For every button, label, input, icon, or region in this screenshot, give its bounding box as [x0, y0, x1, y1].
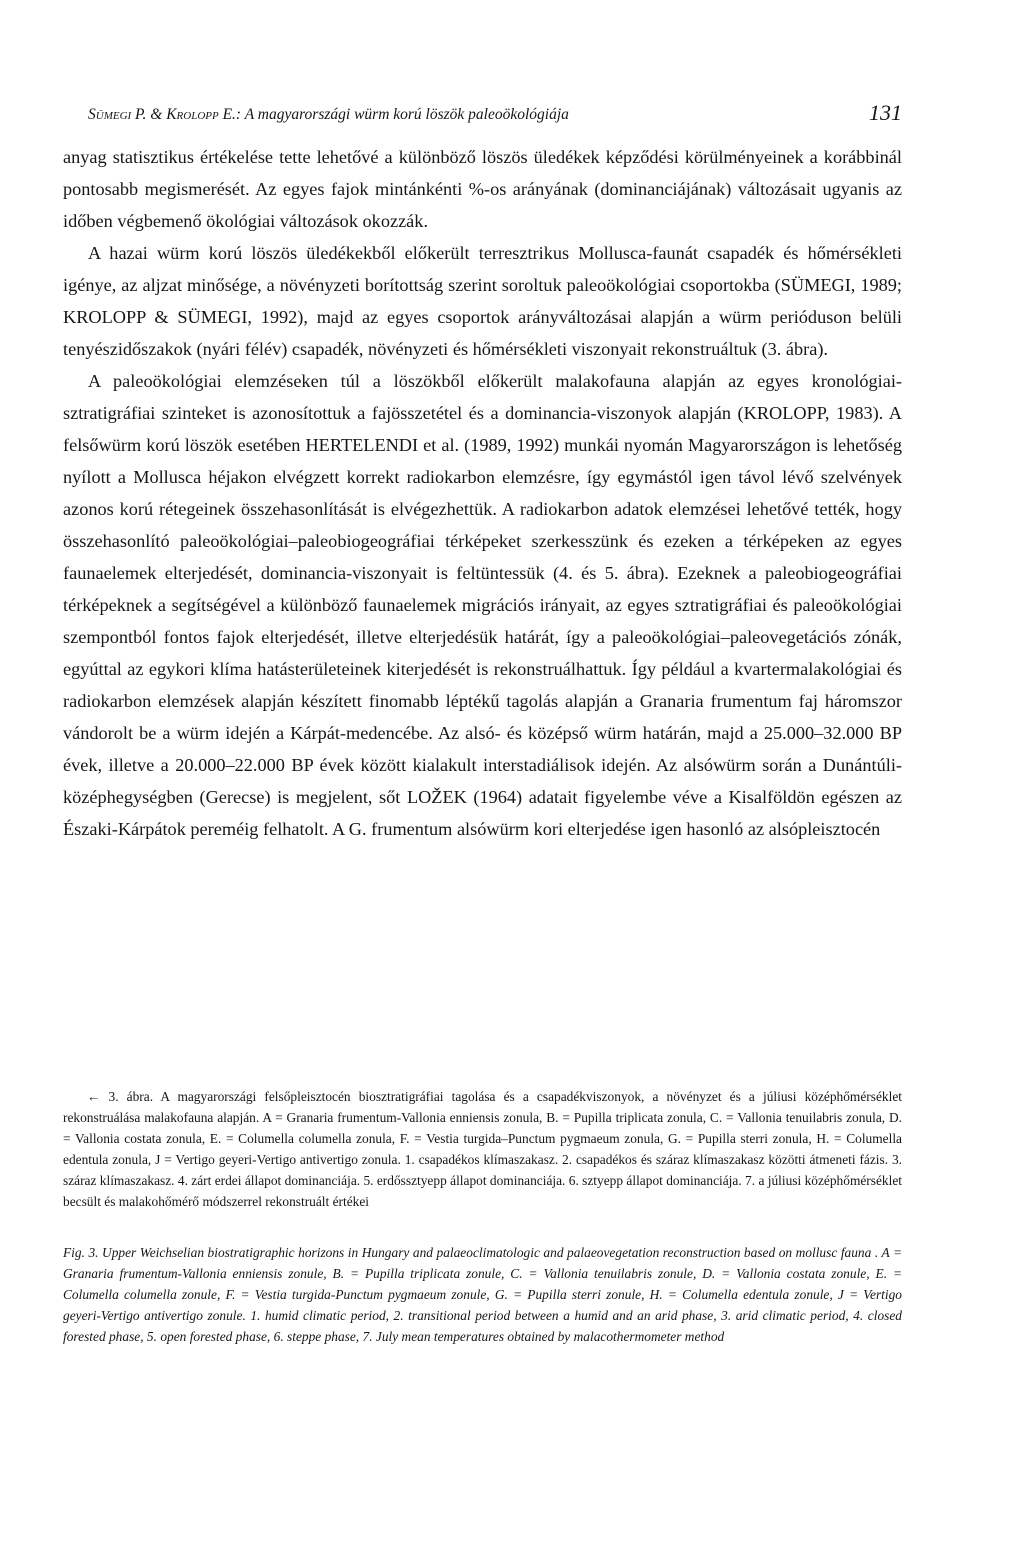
page-number: 131	[869, 100, 902, 125]
figure-caption-english: Fig. 3. Upper Weichselian biostratigraphic horizons in Hungary and palaeoclimatologic and palaeovegetation reconstruction based on mollusc fauna . A = Granaria frumentum-Vallonia enniensis zonule, B. = Pupilla triplicata zonule, C. = Vallonia tenuilabris zonule, D. = Vallonia costata zonule, E. = Columella columella zonule, F. = Vestia turgida-Punctum pygmaeum zonule, G. = Pupilla sterri zonule, H. = Columella edentula zonule, J = Vertigo geyeri-Vertigo antivertigo zonule. 1. humid climatic period, 2. transitional period between a humid and an arid phase, 3. arid climatic period, 4. closed forested phase, 5. open forested phase, 6. steppe phase, 7. July mean temperatures obtained by malacothermometer method	[63, 1245, 902, 1344]
running-head	[88, 98, 902, 132]
body-paragraph-2: A hazai würm korú löszös üledékekből előkerült terresztrikus Mollusca-faunát csapadék és hőmérsékleti igénye, az aljzat minősége, a növényzeti borítottság szerint soroltuk paleoökológiai csoportokba (SÜMEGI, 1989; KROLOPP & SÜMEGI, 1992), majd az egyes csoportok arányváltozásai alapján a würm perióduson belüli tenyészidőszakok (nyári félév) csapadék, növényzeti és hőmérsékleti viszonyait rekonstruáltuk (3. ábra).	[63, 243, 902, 359]
running-head-text	[88, 105, 569, 125]
running-head-authors: Sümegi P. & Krolopp E.:	[88, 106, 242, 123]
body-text	[63, 141, 902, 1041]
body-paragraph-3: A paleoökológiai elemzéseken túl a löszökből előkerült malakofauna alapján az egyes kronológiai-sztratigráfiai szinteket is azonosítottuk a fajösszetétel és a dominancia-viszonyok alapján (KROLOPP, 1983). A felsőwürm korú löszök esetében HERTELENDI et al. (1989, 1992) munkái nyomán Magyarországon is lehetőség nyílott a Mollusca héjakon elvégzett korrekt radiokarbon elemzésre, így egymástól igen távol lévő szelvények azonos korú rétegeinek összehasonlítását is elvégezhettük. A radiokarbon adatok elemzései lehetővé tették, hogy összehasonlító paleoökológiai–paleobiogeográfiai térképeket szerkesszünk és ezeken a térképeken az egyes faunaelemek elterjedését, dominancia-viszonyait is feltüntessük (4. és 5. ábra). Ezeknek a paleobiogeográfiai térképeknek a segítségével a különböző faunaelemek migrációs irányait, az egyes sztratigráfiai és paleoökológiai szempontból fontos fajok elterjedését, illetve elterjedésük határát, így a paleoökológiai–paleovegetációs zónák, egyúttal az egykori klíma hatásterületeinek kiterjedését is rekonstruálhattuk. Így például a kvartermalakológiai és radiokarbon elemzések alapján készített finomabb léptékű tagolás alapján a Granaria frumentum faj háromszor vándorolt be a würm idején a Kárpát-medencébe. Az alsó- és középső würm határán, majd a 25.000–32.000 BP évek, illetve a 20.000–22.000 BP évek között kialakult interstadiálisok idején. Az alsówürm során a Dunántúli-középhegységben (Gerecse) is megjelent, sőt LOŽEK (1964) adatait figyelembe véve a Kisalföldön egészen az Északi-Kárpátok pereméig felhatolt. A G. frumentum alsówürm kori elterjedése igen hasonló az alsópleisztocén	[63, 371, 902, 839]
figure-caption-hungarian: ← 3. ábra. A magyarországi felsőpleisztocén biosztratigráfiai tagolása és a csapadékviszonyok, a növényzet és a júliusi középhőmérséklet rekonstruálása malakofauna alapján. A = Granaria frumentum-Vallonia enniensis zonula, B. = Pupilla triplicata zonula, C. = Vallonia tenuilabris zonula, D. = Vallonia costata zonula, E. = Columella columella zonula, F. = Vestia turgida–Punctum pygmaeum zonula, G. = Pupilla sterri zonula, H. = Columella edentula zonula, J = Vertigo geyeri-Vertigo antivertigo zonula. 1. csapadékos klímaszakasz. 2. csapadékos és száraz klímaszakasz közötti átmeneti fázis. 3. száraz klímaszakasz. 4. zárt erdei állapot dominanciája. 5. erdőssztyepp állapot dominanciája. 6. sztyepp állapot dominanciája. 7. a júliusi középhőmérséklet becsült és malakohőmérő módszerrel rekonstruált értékei	[63, 1089, 902, 1209]
running-head-title: A magyarországi würm korú löszök paleoökológiája	[244, 106, 569, 123]
body-paragraph-1: anyag statisztikus értékelése tette lehetővé a különböző löszös üledékek képződési körülményeinek a korábbinál pontosabb megismerését. Az egyes fajok mintánkénti %-os arányának (dominanciájának) változásait ugyanis az időben végbemenő ökológiai változások okozzák.	[63, 147, 902, 231]
figure-caption	[63, 1086, 902, 1347]
